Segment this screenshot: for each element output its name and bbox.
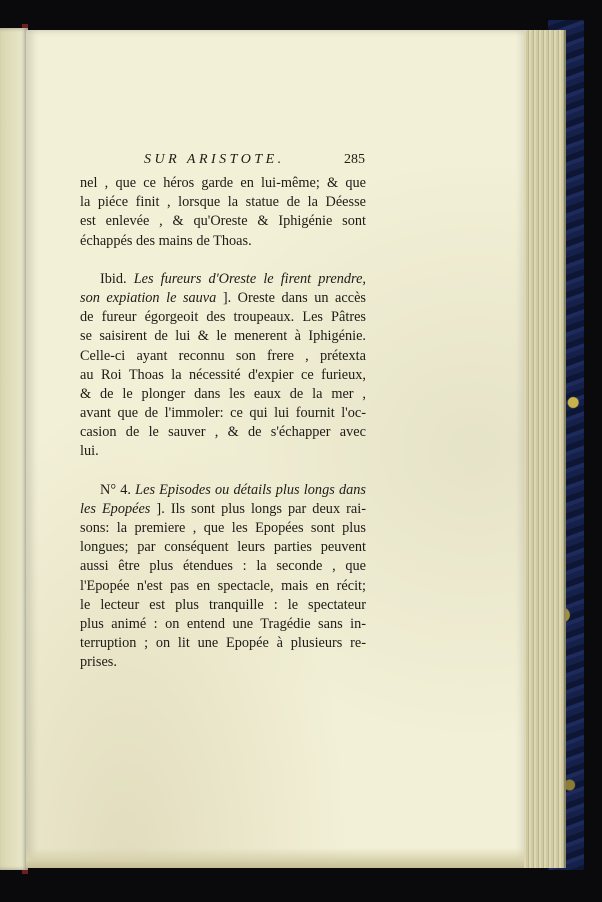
text-run: ]. Oreste dans un accès [216,289,366,306]
text-line [80,481,366,500]
page-number: 285 [344,152,365,167]
text-run: plus animé : on entend une Tragédie sans in- [80,615,366,632]
text-line [80,500,366,519]
text-run: la piéce finit , lorsque la statue de la Déesse [80,194,366,211]
text-run: Ibid. [100,270,134,287]
text-line [80,577,366,596]
text-line [80,232,366,251]
text-run: se saisirent de lui & le menerent à Iphigénie. [80,328,366,345]
text-line [80,385,366,404]
text-run: sons: la premiere , que les Epopées sont plus [80,520,366,536]
text-run: échappés des mains de Thoas. [80,232,252,249]
text-run: est enlevée , & qu'Oreste & Iphigénie sont [80,213,366,230]
text-line [80,289,366,308]
text-line [80,596,366,615]
text-line [80,347,366,366]
text-run: l'Epopée n'est pas en spectacle, mais en récit; [80,577,366,594]
text-run: lui. [80,443,99,460]
text-run: ]. Ils sont plus longs par deux rai- [150,500,366,517]
text-run: Celle-ci ayant reconnu son frere , prétexta [80,347,366,364]
text-run: nel , que ce héros garde en lui-même; & que [80,175,366,191]
paragraph [80,174,366,251]
text-run: le lecteur est plus tranquille : le spectateur [80,596,366,613]
text-line [80,308,366,327]
text-run: N° 4. [100,481,136,498]
paragraph-gap [80,251,366,270]
text-line [80,174,366,193]
italic-text: son expiation le sauva [80,289,217,306]
text-run: de fureur égorgeoit des troupeaux. Les Pâtres [80,309,366,326]
left-page-edge [0,28,28,870]
text-line [80,193,366,212]
paragraph [80,270,366,462]
text-line [80,212,366,231]
page-header [80,150,366,172]
text-line [80,423,366,442]
text-run: aussi être plus étendues : la seconde , que [80,558,366,575]
text-line [80,557,366,576]
italic-text: Les Episodes ou détails plus longs dans [135,481,366,498]
text-line [80,404,366,423]
running-title: SUR ARISTOTE. [144,152,285,167]
text-run: & de le plonger dans les eaux de la mer , [80,385,366,402]
page-bottom-edge [26,848,524,868]
text-line [80,442,366,461]
text-line [80,327,366,346]
page-text-block [80,150,366,673]
paragraph-gap [80,462,366,481]
text-run: au Roi Thoas la nécessité d'expier ce furieux, [80,366,366,383]
text-line [80,270,366,289]
text-line [80,519,366,538]
text-run: casion de le sauver , & de s'échapper avec [80,424,366,441]
italic-text: les Epopées [80,500,151,517]
text-line [80,615,366,634]
text-line [80,366,366,385]
italic-text: Les fureurs d'Oreste le firent prendre, [133,270,366,287]
text-run: longues; par conséquent leurs parties peuvent [80,539,366,556]
page-body [80,174,366,673]
text-run: prises. [80,654,117,671]
paragraph [80,481,366,673]
text-run: terruption ; on lit une Epopée à plusieurs re- [80,635,366,652]
text-line [80,538,366,557]
text-line [80,653,366,672]
text-run: avant que de l'immoler: ce qui lui fournit l'oc- [80,405,366,422]
text-line [80,634,366,653]
